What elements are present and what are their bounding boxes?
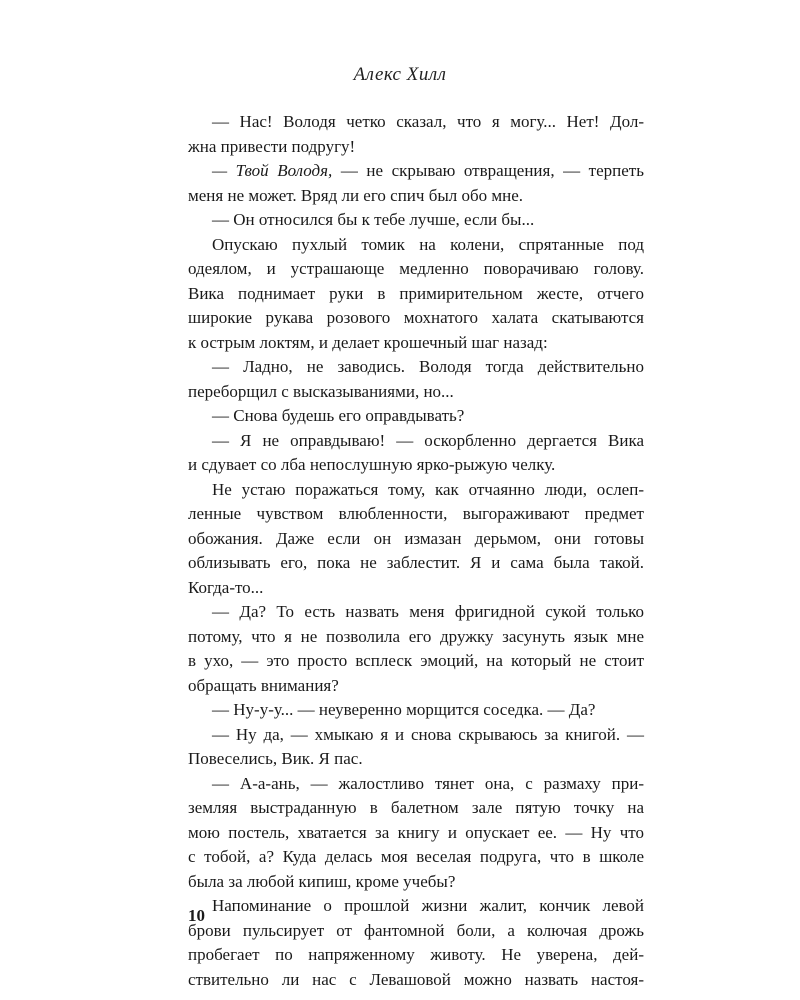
text-line: обожания. Даже если он измазан дерьмом, они готовы — [188, 528, 644, 548]
text-line: брови пульсирует от фантомной боли, а колючая дрожь — [188, 920, 644, 940]
text-line: была за любой кипиш, кроме учебы? — [188, 871, 456, 891]
text-line: Вика поднимает руки в примирительном жесте, отчего — [188, 283, 644, 303]
text-line: в ухо, — это просто всплеск эмоций, на который не стоит — [188, 651, 644, 670]
text-line: — Он относился бы к тебе лучше, если бы... — [212, 210, 535, 229]
text-line: — Ну да, — хмыкаю я и снова скрываюсь за книгой. — — [212, 724, 644, 744]
text-line: мою постель, хватается за книгу и опускает ее. — Ну что — [188, 822, 644, 842]
text-line: — А-а-ань, — жалостливо тянет она, с размаху при- — [212, 773, 644, 793]
text-line: земляя выстраданную в балетном зале пятую точку на — [188, 798, 644, 817]
text-line: и сдувает со лба непослушную ярко-рыжую челку. — [188, 455, 556, 474]
text-line: Напоминание о прошлой жизни жалит, кончик левой — [212, 896, 644, 915]
text-line: пробегает по напряженному животу. Не уверена, дей- — [188, 945, 644, 964]
body-text — [188, 110, 644, 992]
text-line: с тобой, а? Куда делась моя веселая подруга, что в школе — [188, 847, 644, 866]
text-line: — Я не оправдываю! — оскорбленно дергается Вика — [212, 430, 644, 450]
page-number: 10 — [188, 906, 205, 925]
text-line: Повеселись, Вик. Я пас. — [188, 749, 363, 768]
text-line: Опускаю пухлый томик на колени, спрятанные под — [212, 234, 644, 254]
text-line: — Нас! Володя четко сказал, что я могу... Нет! Дол- — [212, 112, 644, 131]
text-line: обращать внимания? — [188, 675, 339, 695]
text-line: облизывать его, пока не заблестит. Я и сама была такой. — [188, 553, 644, 572]
text-line: Когда-то... — [188, 577, 264, 597]
text-line: — Ладно, не заводись. Володя тогда действительно — [212, 357, 644, 376]
italic-phrase: — Твой Володя, — [212, 161, 333, 180]
text-line: потому, что я не позволила его дружку засунуть язык мне — [188, 626, 644, 646]
text-line: ствительно ли нас с Левашовой можно назвать настоя- — [188, 969, 644, 989]
text-line: — Снова будешь его оправдывать? — [212, 406, 465, 425]
text-line: — Ну-у-у... — неуверенно морщится соседка. — Да? — [212, 700, 596, 719]
text-line: к острым локтям, и делает крошечный шаг назад: — [188, 332, 548, 352]
text-line: Не устаю поражаться тому, как отчаянно люди, ослеп- — [212, 479, 644, 499]
text-line: жна привести подругу! — [188, 136, 356, 156]
text-line: одеялом, и устрашающе медленно поворачиваю голову. — [188, 259, 644, 278]
text-line-rest: — не скрываю отвращения, — терпеть — [332, 161, 644, 180]
text-line: ленные чувством влюбленности, выгораживают предмет — [188, 504, 644, 523]
text-line: переборщил с высказываниями, но... — [188, 381, 454, 401]
text-line: — Да? То есть назвать меня фригидной сукой только — [212, 602, 644, 621]
text-line: широкие рукава розового мохнатого халата скатываются — [188, 308, 644, 327]
text-line — [188, 159, 644, 184]
text-line: меня не может. Вряд ли его спич был обо мне. — [188, 185, 524, 205]
running-head: Алекс Хилл — [353, 64, 447, 85]
